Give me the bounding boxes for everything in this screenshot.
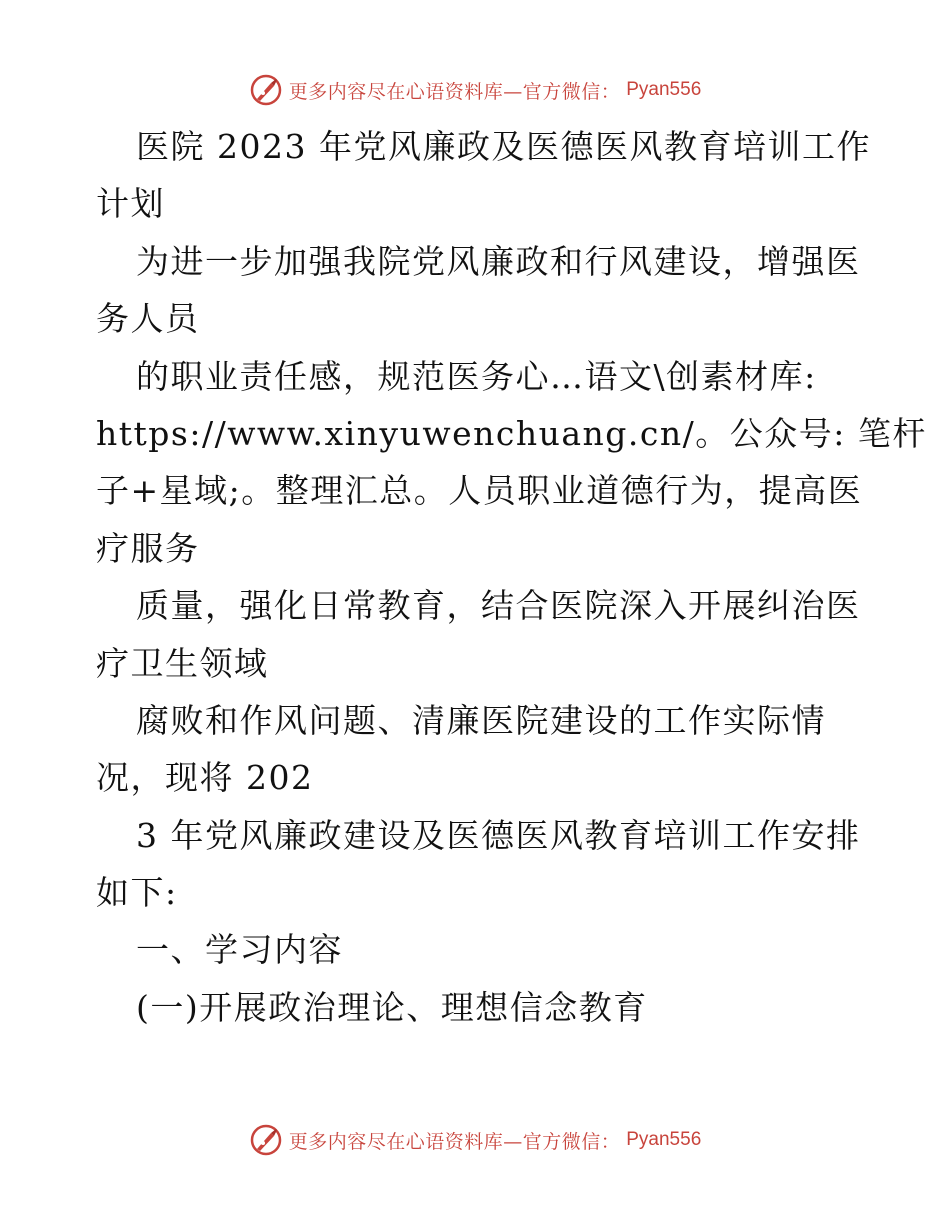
watermark-text: 更多内容尽在心语资料库—官方微信： (288, 80, 621, 103)
doc-line: 质量，强化日常教育，结合医院深入开展纠治医 (136, 586, 861, 626)
section-heading: 一、学习内容 (136, 930, 343, 970)
watermark-wechat-id: Pyan556 (626, 79, 702, 100)
header-watermark (0, 70, 950, 110)
watermark-wechat-id: Pyan556 (626, 1129, 702, 1150)
quill-pen-logo-icon (249, 1123, 283, 1157)
doc-line: 计划 (96, 184, 165, 224)
doc-line: 疗服务 (96, 528, 200, 568)
footer-watermark (0, 1120, 950, 1160)
doc-line: 如下: (96, 873, 178, 913)
doc-line: 疗卫生领域 (96, 643, 269, 683)
doc-line: https://www.xinyuwenchuang.cn/。公众号: 笔杆 (96, 413, 927, 453)
quill-pen-logo-icon (249, 73, 283, 107)
doc-line: 子+星域;。整理汇总。人员职业道德行为，提高医 (96, 471, 863, 511)
watermark-text: 更多内容尽在心语资料库—官方微信： (288, 1130, 621, 1153)
document-body (96, 118, 927, 1036)
doc-line: 务人员 (96, 299, 200, 339)
doc-line: 医院 2023 年党风廉政及医德医风教育培训工作 (136, 127, 871, 166)
doc-line: 况，现将 202 (96, 758, 314, 798)
doc-line: 3 年党风廉政建设及医德医风教育培训工作安排 (136, 815, 861, 855)
doc-line: 腐败和作风问题、清廉医院建设的工作实际情 (136, 700, 826, 740)
doc-line: 的职业责任感，规范医务心…语文\创素材库: (136, 356, 817, 396)
subsection-heading: (一)开展政治理论、理想信念教育 (136, 987, 648, 1027)
doc-line: 为进一步加强我院党风廉政和行风建设，增强医 (136, 241, 861, 281)
